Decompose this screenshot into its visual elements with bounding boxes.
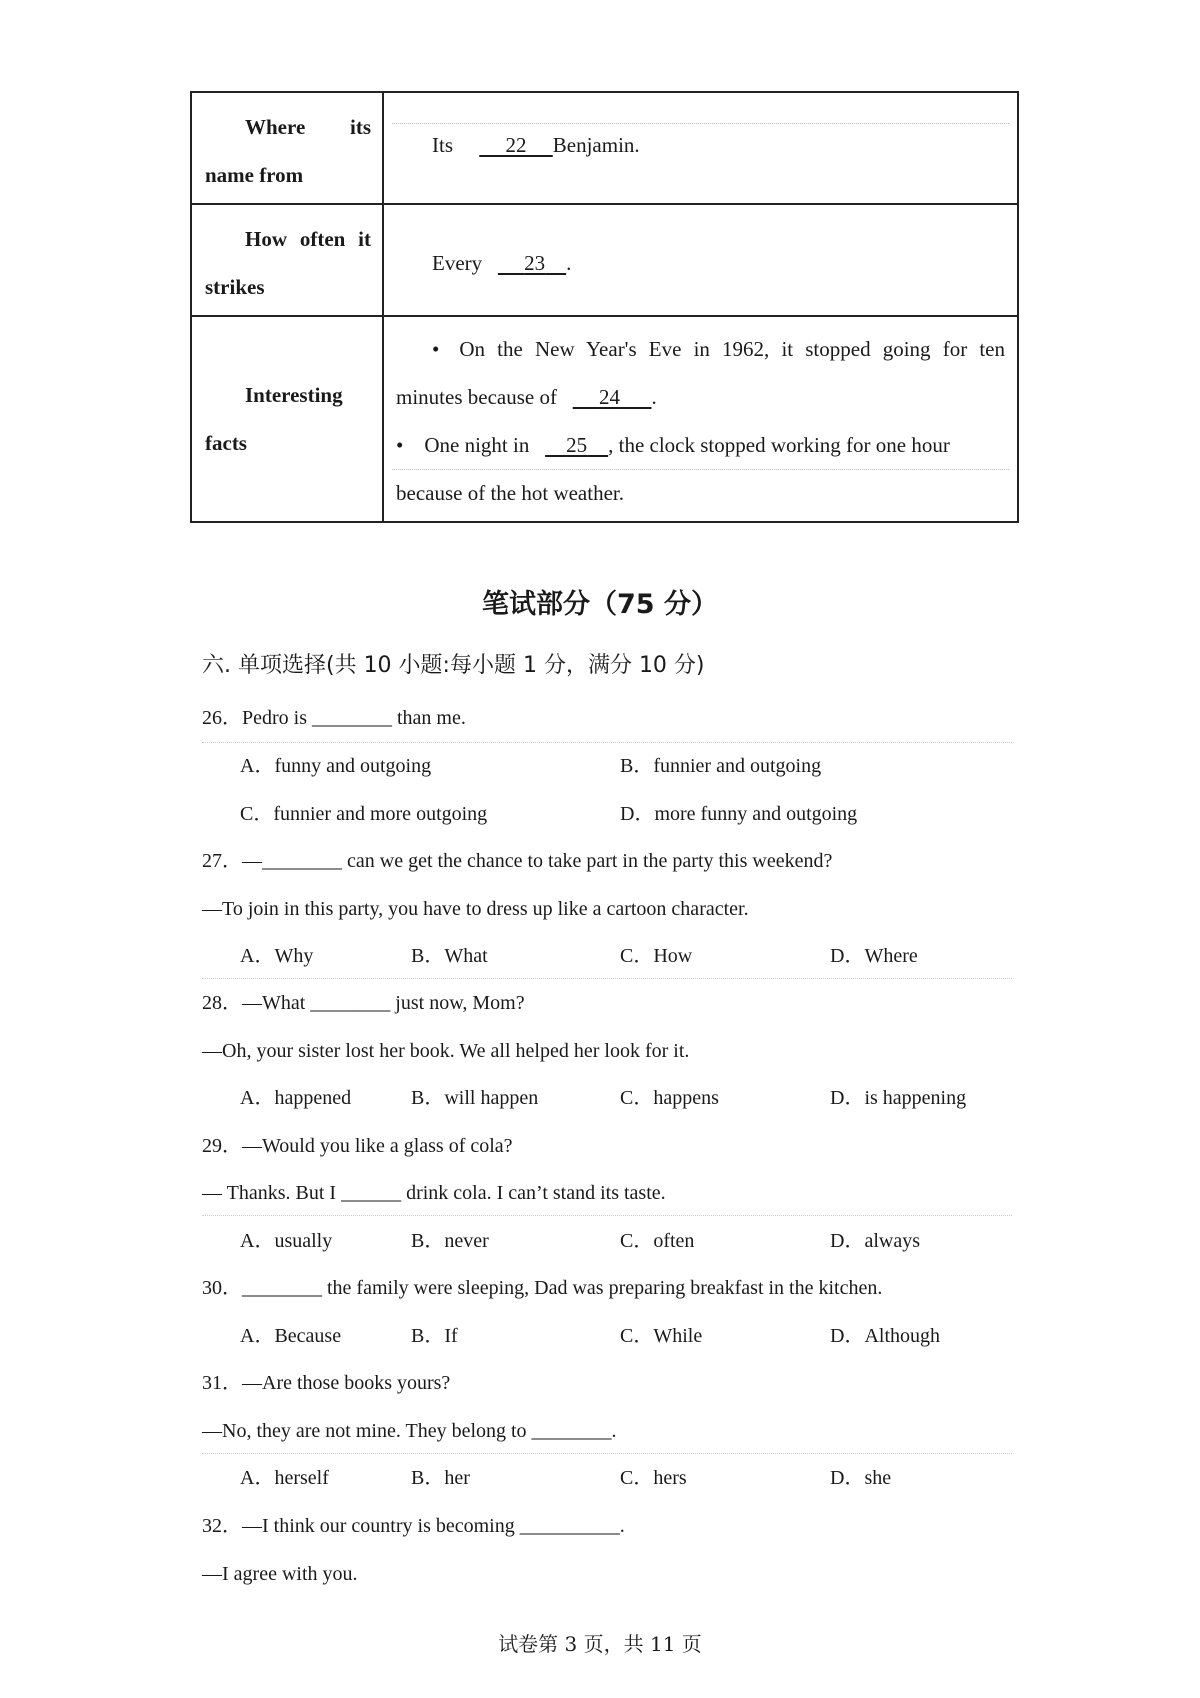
option-c[interactable]: C．often xyxy=(620,1230,695,1252)
option-d[interactable]: D．always xyxy=(830,1230,920,1252)
answer-blank[interactable]: 22 xyxy=(505,133,527,157)
question-stem: 26．Pedro is ________ than me. xyxy=(202,707,466,729)
option-b[interactable]: B．What xyxy=(411,945,488,967)
question-stem-line2: —No, they are not mine. They belong to ________. xyxy=(202,1420,617,1442)
option-d[interactable]: D．is happening xyxy=(830,1087,967,1109)
part-title: 六. 单项选择(共 10 小题:每小题 1 分，满分 10 分) xyxy=(202,653,705,678)
row-label xyxy=(191,92,383,204)
label-word: often xyxy=(299,227,346,251)
section-title: 笔试部分（75 分） xyxy=(482,589,718,620)
answer-blank[interactable]: 24 xyxy=(598,385,620,409)
content-text: Its xyxy=(432,133,453,157)
label-word: Where xyxy=(245,115,306,139)
option-c[interactable]: C．happens xyxy=(620,1087,719,1109)
row-content xyxy=(383,204,1018,316)
question-stem: 27．—________ can we get the chance to take part in the party this weekend? xyxy=(202,850,833,872)
fact-text: On the New Year's Eve in 1962, it stopped going for ten xyxy=(459,337,1005,361)
table-row xyxy=(191,204,1018,316)
label-word: facts xyxy=(205,431,247,455)
question-stem-line2: —I agree with you. xyxy=(202,1563,358,1585)
label-word: How xyxy=(245,227,287,251)
option-d[interactable]: D．Although xyxy=(830,1325,940,1347)
row-content xyxy=(383,92,1018,204)
option-a[interactable]: A．usually xyxy=(240,1230,333,1252)
fact-text: minutes because of xyxy=(396,385,557,409)
option-a[interactable]: A．funny and outgoing xyxy=(240,755,432,777)
answer-blank[interactable]: 25 xyxy=(566,433,588,457)
option-c[interactable]: C．hers xyxy=(620,1467,687,1489)
page-footer: 试卷第 3 页，共 11 页 xyxy=(498,1632,702,1656)
option-d[interactable]: D．more funny and outgoing xyxy=(620,803,858,825)
fact-text: , the clock stopped working for one hour xyxy=(608,433,950,457)
fact-text: One night in xyxy=(424,433,530,457)
fact-text: . xyxy=(651,385,657,409)
question-stem-line2: —Oh, your sister lost her book. We all helped her look for it. xyxy=(202,1040,690,1062)
question-stem: 28．—What ________ just now, Mom? xyxy=(202,992,525,1014)
question-stem: 30．________ the family were sleeping, Dad was preparing breakfast in the kitchen. xyxy=(202,1277,883,1299)
option-a[interactable]: A．herself xyxy=(240,1467,329,1489)
option-a[interactable]: A．Because xyxy=(240,1325,342,1347)
option-d[interactable]: D．she xyxy=(830,1467,892,1489)
content-text: . xyxy=(566,251,572,275)
question-stem: 32．—I think our country is becoming __________. xyxy=(202,1515,625,1537)
label-word: strikes xyxy=(205,275,265,299)
option-c[interactable]: C．funnier and more outgoing xyxy=(240,803,488,825)
label-word: its xyxy=(350,115,371,139)
row-content xyxy=(383,316,1018,522)
option-a[interactable]: A．Why xyxy=(240,945,314,967)
content-text: Benjamin. xyxy=(552,133,640,157)
option-b[interactable]: B．funnier and outgoing xyxy=(620,755,822,777)
content-text: Every xyxy=(432,251,483,275)
option-b[interactable]: B．will happen xyxy=(411,1087,539,1109)
row-label xyxy=(191,316,383,522)
option-a[interactable]: A．happened xyxy=(240,1087,352,1109)
option-c[interactable]: C．While xyxy=(620,1325,703,1347)
fact-text: because of the hot weather. xyxy=(396,481,624,505)
option-b[interactable]: B．If xyxy=(411,1325,458,1347)
row-label xyxy=(191,204,383,316)
question-stem: 29．—Would you like a glass of cola? xyxy=(202,1135,513,1157)
option-d[interactable]: D．Where xyxy=(830,945,918,967)
question-stem: 31．—Are those books yours? xyxy=(202,1372,451,1394)
label-word: Interesting xyxy=(245,383,343,407)
table-row xyxy=(191,92,1018,204)
option-b[interactable]: B．her xyxy=(411,1467,470,1489)
bullet: • xyxy=(396,433,404,457)
option-b[interactable]: B．never xyxy=(411,1230,489,1252)
bullet: • xyxy=(432,337,440,361)
info-table xyxy=(190,91,1019,523)
question-stem-line2: — Thanks. But I ______ drink cola. I can’t stand its taste. xyxy=(202,1182,666,1204)
question-stem-line2: —To join in this party, you have to dress up like a cartoon character. xyxy=(202,898,749,920)
option-c[interactable]: C．How xyxy=(620,945,693,967)
label-word: it xyxy=(358,227,371,251)
label-word: name from xyxy=(205,163,304,187)
answer-blank[interactable]: 23 xyxy=(524,251,546,275)
table-row xyxy=(191,316,1018,522)
